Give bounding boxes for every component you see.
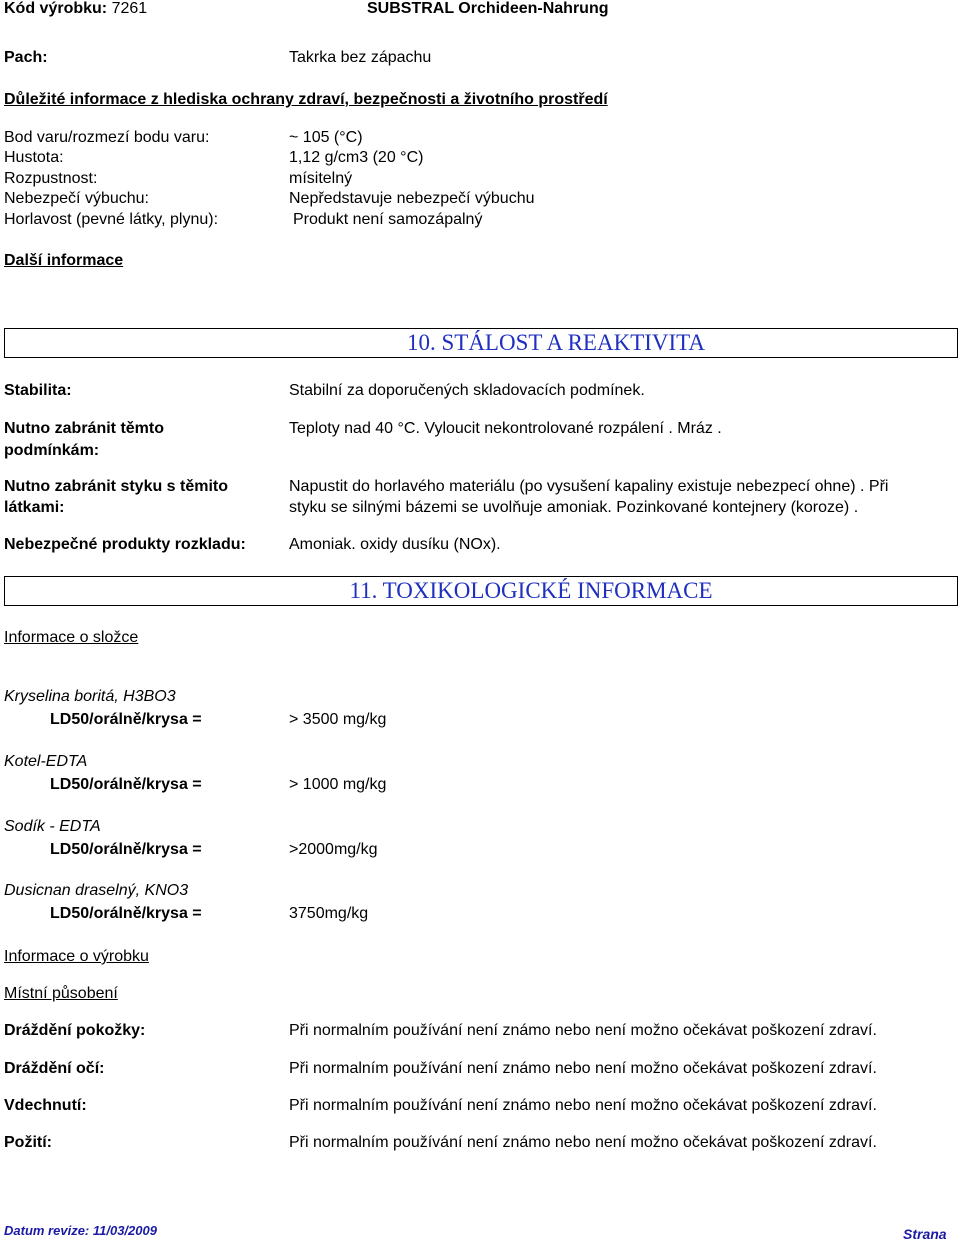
more-info-heading: Další informace — [4, 252, 124, 269]
decomposition-value: Amoniak. oxidy dusíku (NOx). — [289, 536, 501, 553]
property-value: Nepředstavuje nebezpečí výbuchu — [289, 190, 535, 207]
property-label: Nebezpečí výbuchu: — [4, 190, 149, 207]
product-name: SUBSTRAL Orchideen-Nahrung — [367, 0, 609, 17]
component-name: Dusicnan draselný, KNO3 — [4, 882, 189, 899]
property-value: Produkt není samozápalný — [293, 211, 483, 228]
component-test: LD50/orálně/krysa = — [50, 905, 202, 922]
component-value: > 1000 mg/kg — [289, 776, 387, 793]
materials-label-line1: Nutno zabránit styku s těmito — [4, 478, 229, 495]
effect-label: Dráždění očí: — [4, 1060, 105, 1077]
effect-value: Při normalním používání není známo nebo není možno očekávat poškození zdraví. — [289, 1060, 877, 1077]
product-info-heading: Informace o výrobku — [4, 948, 149, 965]
component-test: LD50/orálně/krysa = — [50, 841, 202, 858]
conditions-label-line1: Nutno zabránit těmto — [4, 420, 164, 437]
section-11-header — [4, 576, 958, 606]
component-value: >2000mg/kg — [289, 841, 378, 858]
product-code-value: 7261 — [111, 0, 148, 17]
stability-value: Stabilní za doporučených skladovacích podmínek. — [289, 382, 645, 399]
component-name: Kotel-EDTA — [4, 753, 88, 770]
local-effects-heading: Místní působení — [4, 985, 118, 1002]
effect-label: Vdechnutí: — [4, 1097, 87, 1114]
property-value: ~ 105 (°C) — [289, 129, 363, 146]
product-code — [4, 0, 147, 19]
materials-value-line2: styku se silnými bázemi se uvolňuje amoniak. Pozinkované kontejnery (koroze) . — [289, 499, 859, 516]
property-label: Rozpustnost: — [4, 170, 98, 187]
property-label: Bod varu/rozmezí bodu varu: — [4, 129, 210, 146]
effect-value: Při normalním používání není známo nebo není možno očekávat poškození zdraví. — [289, 1097, 877, 1114]
revision-date: Datum revize: 11/03/2009 — [4, 1223, 157, 1238]
section-10-header — [4, 328, 958, 358]
important-info-heading: Důležité informace z hlediska ochrany zdraví, bezpečnosti a životního prostředí — [4, 91, 608, 108]
page-label: Strana — [903, 1226, 947, 1242]
stability-label: Stabilita: — [4, 382, 72, 399]
property-label: Horlavost (pevné látky, plynu): — [4, 211, 219, 228]
odor-value: Takrka bez zápachu — [289, 49, 432, 66]
section-11-title: 11. TOXIKOLOGICKÉ INFORMACE — [349, 578, 713, 603]
decomposition-label: Nebezpečné produkty rozkladu: — [4, 536, 246, 553]
conditions-value: Teploty nad 40 °C. Vyloucit nekontrolované rozpálení . Mráz . — [289, 420, 722, 437]
materials-label-line2: látkami: — [4, 499, 65, 516]
effect-value: Při normalním používání není známo nebo není možno očekávat poškození zdraví. — [289, 1134, 877, 1151]
component-value: 3750mg/kg — [289, 905, 369, 922]
conditions-label-line2: podmínkám: — [4, 442, 100, 459]
effect-value: Při normalním používání není známo nebo není možno očekávat poškození zdraví. — [289, 1022, 877, 1039]
effect-label: Požití: — [4, 1134, 52, 1151]
component-info-heading: Informace o složce — [4, 629, 139, 646]
component-value: > 3500 mg/kg — [289, 711, 387, 728]
component-test: LD50/orálně/krysa = — [50, 776, 202, 793]
odor-label: Pach: — [4, 49, 48, 66]
property-value: mísitelný — [289, 170, 353, 187]
product-code-label: Kód výrobku: — [4, 0, 108, 17]
component-name: Sodík - EDTA — [4, 818, 101, 835]
property-value: 1,12 g/cm3 (20 °C) — [289, 149, 424, 166]
component-test: LD50/orálně/krysa = — [50, 711, 202, 728]
materials-value-line1: Napustit do horlavého materiálu (po vysušení kapaliny existuje nebezpecí ohne) . Při — [289, 478, 889, 495]
component-name: Kryselina boritá, H3BO3 — [4, 688, 176, 705]
property-label: Hustota: — [4, 149, 64, 166]
section-10-title: 10. STÁLOST A REAKTIVITA — [406, 330, 705, 355]
effect-label: Dráždění pokožky: — [4, 1022, 146, 1039]
